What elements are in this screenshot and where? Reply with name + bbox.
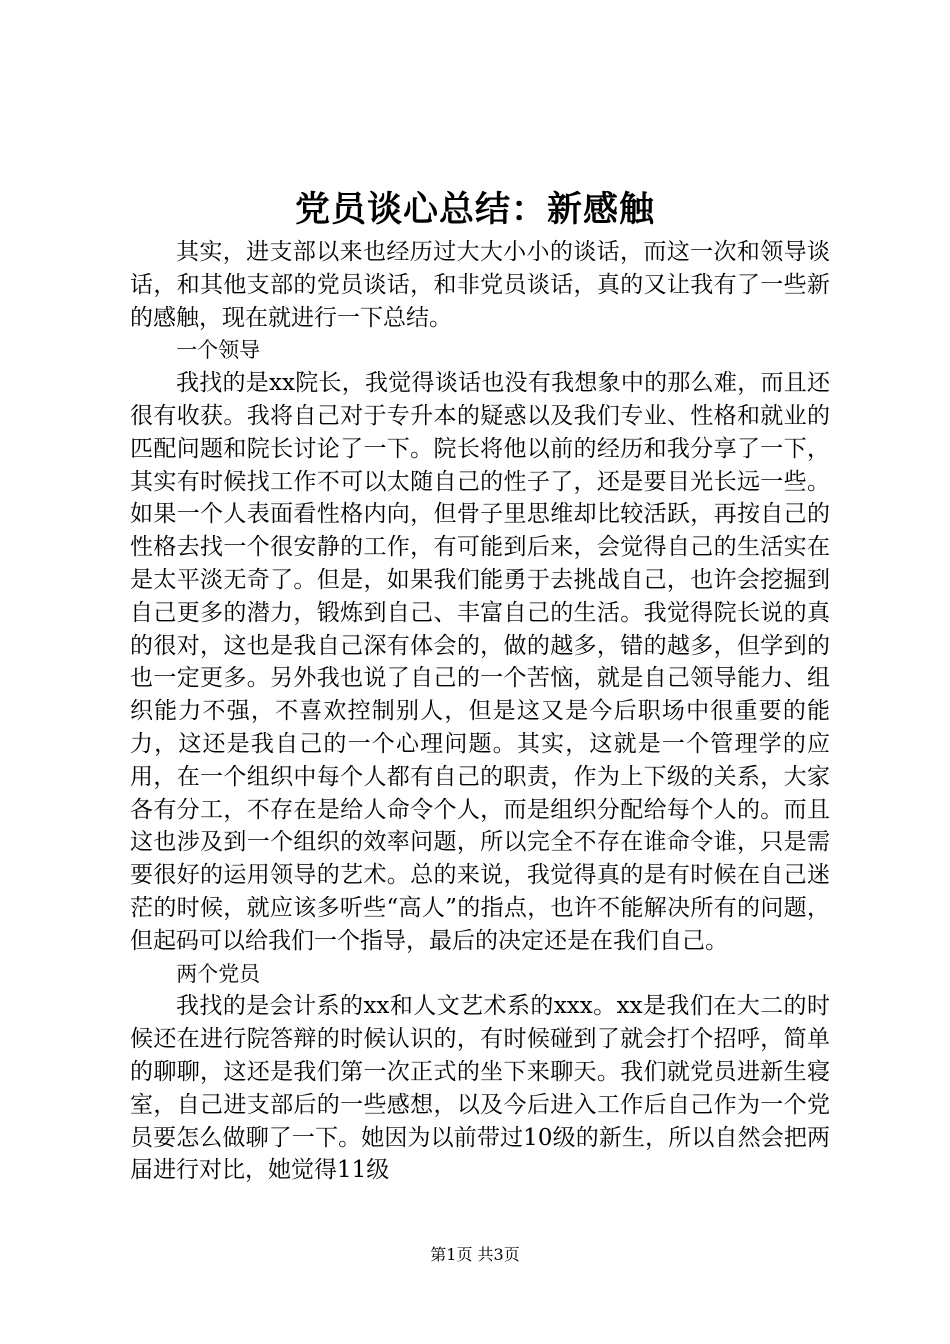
- section-heading-members: 两个党员: [176, 961, 261, 986]
- intro-paragraph: 其实，进支部以来也经历过大大小小的谈话，而这一次和领导谈话，和其他支部的党员谈话，和非党员谈话，真的又让我有了一些新的感触，现在就进行一下总结。: [130, 239, 830, 331]
- document-body: [130, 236, 830, 1187]
- section-heading-leader: 一个领导: [176, 338, 261, 363]
- members-paragraph: 我找的是会计系的xx和人文艺术系的xxx。xx是我们在大二的时候还在进行院答辩的时候认识的，有时候碰到了就会打个招呼，简单的聊聊，这还是我们第一次正式的坐下来聊天。我们就党员进新生寝室，自己进支部后的一些感想，以及今后进入工作后自己作为一个党员要怎么做聊了一下。她因为以前带过10级的新生，所以自然会把两届进行对比，她觉得11级: [130, 993, 830, 1184]
- document-title: 党员谈心总结：新感触: [294, 189, 655, 230]
- leader-paragraph: 我找的是xx院长，我觉得谈话也没有我想象中的那么难，而且还很有收获。我将自己对于专升本的疑惑以及我们专业、性格和就业的匹配问题和院长讨论了一下。院长将他以前的经历和我分享了一下，其实有时候找工作不可以太随自己的性子了，还是要目光长远一些。如果一个人表面看性格内向，但骨子里思维却比较活跃，再按自己的性格去找一个很安静的工作，有可能到后来，会觉得自己的生活实在是太平淡无奇了。但是，如果我们能勇于去挑战自己，也许会挖掘到自己更多的潜力，锻炼到自己、丰富自己的生活。我觉得院长说的真的很对，这也是我自己深有体会的，做的越多，错的越多，但学到的也一定更多。另外我也说了自己的一个苦恼，就是自己领导能力、组织能力不强，不喜欢控制别人，但是这又是今后职场中很重要的能力，这还是我自己的一个心理问题。其实，这就是一个管理学的应用，在一个组织中每个人都有自己的职责，作为上下级的关系，大家各有分工，不存在是给人命令个人，而是组织分配给每个人的。而且这也涉及到一个组织的效率问题，所以完全不存在谁命令谁，只是需要很好的运用领导的艺术。总的来说，我觉得真的是有时候在自己迷茫的时候，就应该多听些“高人”的指点，也许不能解决所有的问题，但起码可以给我们一个指导，最后的决定还是在我们自己。: [130, 370, 830, 954]
- page-number-footer: 第1页 共3页: [430, 1245, 520, 1264]
